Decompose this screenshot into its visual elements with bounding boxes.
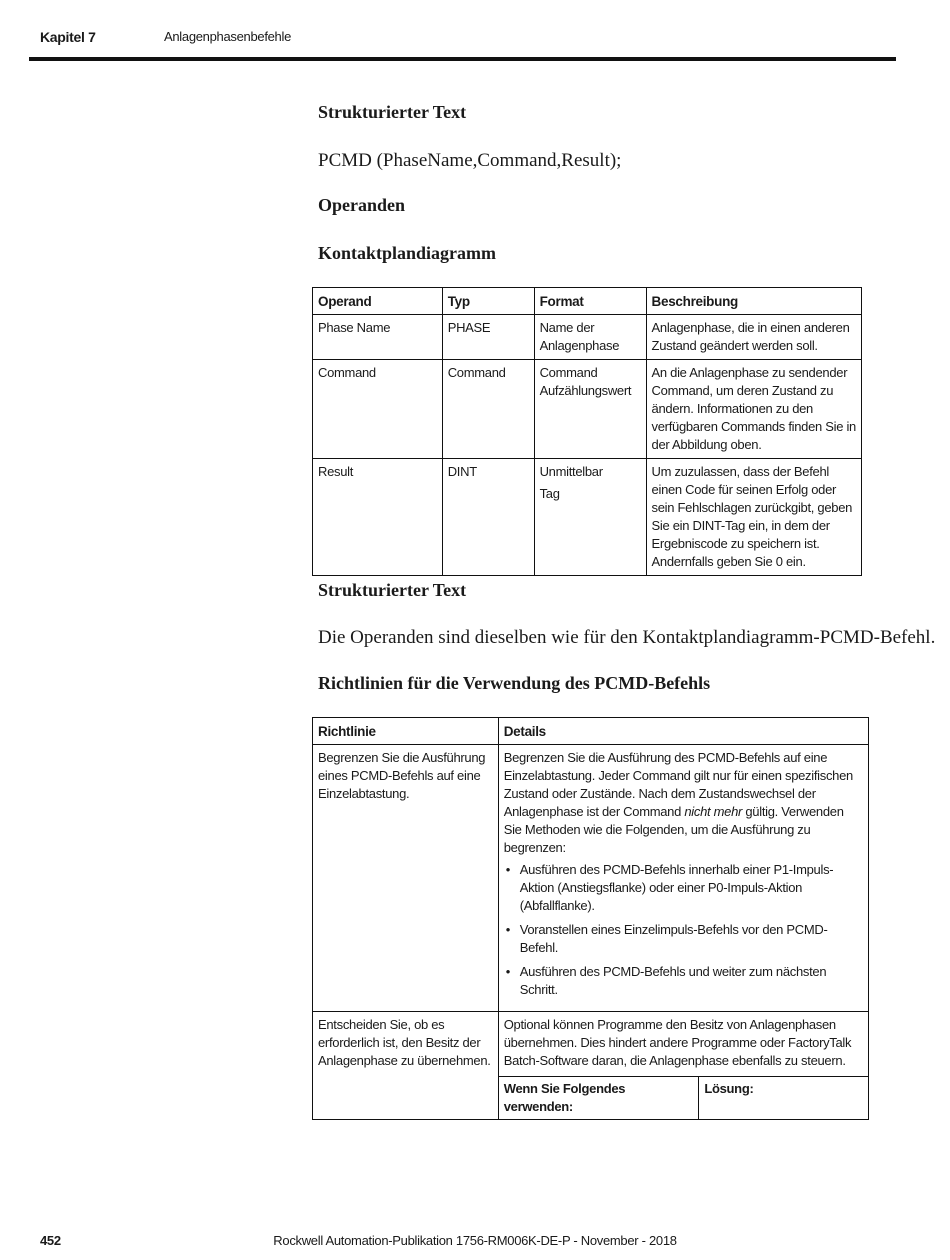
operand-cell: Phase Name (313, 315, 443, 360)
format-line: Anlagenphase (539, 338, 620, 353)
chapter-title: Anlagenphasenbefehle (164, 29, 292, 44)
ladder-diagram-heading: Kontaktplandiagramm (318, 243, 497, 263)
format-line: Unmittelbar (539, 464, 603, 479)
column-header: Format (534, 288, 646, 315)
description-cell: An die Anlagenphase zu sendender Command, um deren Zustand zu ändern. Informationen zu den verfügbaren Commands finden Sie in der Abbildung oben. (646, 360, 861, 459)
format-line: Name der (539, 320, 595, 335)
description-cell: Anlagenphase, die in einen anderen Zustand geändert werden soll. (646, 315, 861, 360)
list-item: • Voranstellen eines Einzelimpuls-Befehls vor den PCMD-Befehl. (520, 921, 863, 957)
type-cell: PHASE (442, 315, 534, 360)
syntax-line: PCMD (PhaseName,Command,Result); (318, 150, 622, 171)
section-heading-structured-text: Strukturierter Text (318, 102, 467, 122)
page-number: 452 (40, 1233, 61, 1248)
guidelines-heading: Richtlinien für die Verwendung des PCMD-Befehls (318, 673, 711, 693)
column-header: Typ (442, 288, 534, 315)
column-header: Richtlinie (313, 718, 499, 745)
format-line: Command (539, 365, 598, 380)
details-cell (498, 745, 868, 1012)
table-row (313, 360, 862, 459)
format-cell (534, 459, 646, 576)
table-row (313, 1012, 869, 1077)
table-row (313, 745, 869, 1012)
operands-note: Die Operanden sind dieselben wie für den Kontaktplandiagramm-PCMD-Befehl. (318, 627, 936, 648)
sub-column-header: Lösung: (699, 1077, 869, 1120)
details-cell: Optional können Programme den Besitz von Anlagenphasen übernehmen. Dies hindert andere Programme oder FactoryTalk Batch-Software daran, die Anlagenphase ebenfalls zu steuern. (498, 1012, 868, 1077)
table-header-row (313, 718, 869, 745)
column-header: Beschreibung (646, 288, 861, 315)
emphasis: nicht mehr (684, 804, 743, 819)
type-cell: Command (442, 360, 534, 459)
section-heading-structured-text-2: Strukturierter Text (318, 580, 467, 600)
format-cell (534, 360, 646, 459)
guideline-cell: Entscheiden Sie, ob es erforderlich ist, den Besitz der Anlagenphase zu übernehmen. (313, 1012, 499, 1120)
operands-heading: Operanden (318, 195, 406, 215)
operand-cell: Command (313, 360, 443, 459)
bullet-list (504, 861, 863, 999)
guideline-cell: Begrenzen Sie die Ausführung eines PCMD-Befehls auf eine Einzelabtastung. (313, 745, 499, 1012)
chapter-label: Kapitel 7 (40, 29, 96, 45)
table-row (313, 315, 862, 360)
sub-column-header: Wenn Sie Folgendes verwenden: (498, 1077, 699, 1120)
table-header-row (313, 288, 862, 315)
format-line: Tag (539, 486, 560, 501)
table-row (313, 459, 862, 576)
format-cell (534, 315, 646, 360)
operand-cell: Result (313, 459, 443, 576)
column-header: Details (498, 718, 868, 745)
operand-table (312, 287, 862, 576)
header-rule (29, 57, 896, 61)
page-header (0, 0, 950, 62)
type-cell: DINT (442, 459, 534, 576)
list-item: • Ausführen des PCMD-Befehls und weiter zum nächsten Schritt. (520, 963, 863, 999)
publication-footer: Rockwell Automation-Publikation 1756-RM006K-DE-P - November - 2018 (273, 1233, 677, 1248)
description-cell: Um zuzulassen, dass der Befehl einen Code für seinen Erfolg oder sein Fehlschlagen zurückgibt, geben Sie ein DINT-Tag ein, in dem der Ergebniscode zu speichern ist. Andernfalls geben Sie 0 ein. (646, 459, 861, 576)
list-item: • Ausführen des PCMD-Befehls innerhalb einer P1-Impuls-Aktion (Anstiegsflanke) oder einer P0-Impuls-Aktion (Abfallflanke). (520, 861, 863, 915)
format-line: Aufzählungswert (539, 383, 632, 398)
guidelines-table (312, 717, 869, 1120)
details-text: Begrenzen Sie die Ausführung des PCMD-Befehls auf eine Einzelabtastung. Jeder Command gilt nur für einen spezifischen Zustand oder Zustände. Nach dem Zustandswechsel der Anlagenphase ist der Command nicht mehr gültig. Verwenden Sie Methoden wie die Folgenden, um die Ausführung zu begrenzen: (503, 750, 853, 855)
column-header: Operand (313, 288, 443, 315)
